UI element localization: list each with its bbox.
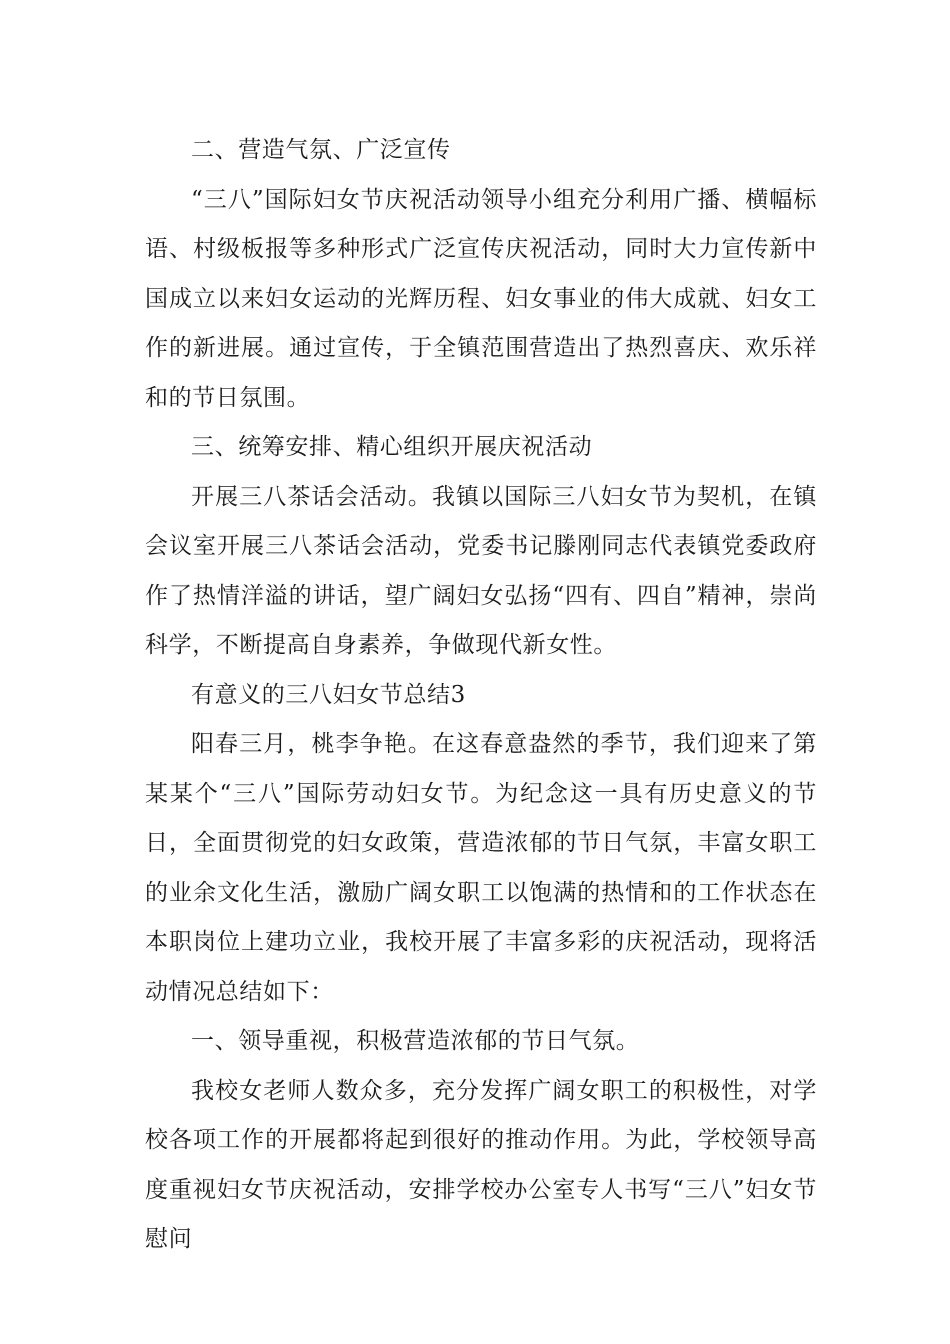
section-heading: 一、领导重视，积极营造浓郁的节日气氛。 [191,1028,640,1054]
document-subtitle: 有意义的三八妇女节总结3 [191,681,466,708]
document-body [145,126,817,1265]
body-paragraph: 开展三八茶话会活动。我镇以国际三八妇女节为契机，在镇会议室开展三八茶话会活动，党委书记滕刚同志代表镇党委政府作了热情洋溢的讲话，望广阔妇女弘扬“四有、四自”精神，崇尚科学，不断提高自身素养，争做现代新女性。 [145,483,817,658]
body-paragraph: 我校女老师人数众多，充分发挥广阔女职工的积极性，对学校各项工作的开展都将起到很好的推动作用。为此，学校领导高度重视妇女节庆祝活动，安排学校办公室专人书写“三八”妇女节慰问 [145,1077,817,1252]
body-paragraph: 阳春三月，桃李争艳。在这春意盎然的季节，我们迎来了第某某个“三八”国际劳动妇女节。为纪念这一具有历史意义的节日，全面贯彻党的妇女政策，营造浓郁的节日气氛，丰富女职工的业余文化生活，激励广阔女职工以饱满的热情和的工作状态在本职岗位上建功立业，我校开展了丰富多彩的庆祝活动，现将活动情况总结如下： [145,731,817,1005]
section-heading: 三、统筹安排、精心组织开展庆祝活动 [191,434,593,460]
body-paragraph: “三八”国际妇女节庆祝活动领导小组充分利用广播、横幅标语、村级板报等多种形式广泛宣传庆祝活动，同时大力宣传新中国成立以来妇女运动的光辉历程、妇女事业的伟大成就、妇女工作的新进展。通过宣传，于全镇范围营造出了热烈喜庆、欢乐祥和的节日氛围。 [145,186,817,411]
section-heading: 二、营造气氛、广泛宣传 [191,137,451,163]
